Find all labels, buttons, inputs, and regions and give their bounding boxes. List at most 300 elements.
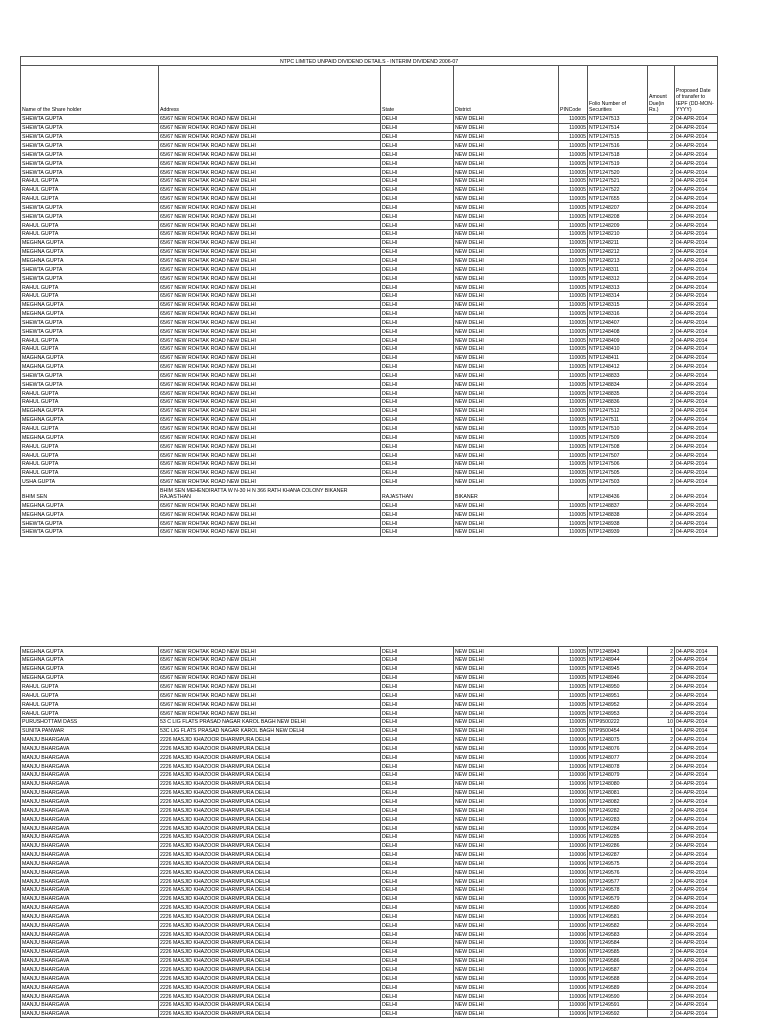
district: NEW DELHI — [454, 167, 559, 176]
state: DELHI — [381, 327, 454, 336]
transfer-date: 04-APR-2014 — [675, 212, 718, 221]
district: NEW DELHI — [454, 868, 559, 877]
pincode: 110006 — [559, 797, 588, 806]
address: 65/67 NEW ROHTAK ROAD NEW DELHI — [159, 247, 381, 256]
amount-due: 2 — [648, 974, 675, 983]
district: NEW DELHI — [454, 220, 559, 229]
table-row — [21, 212, 718, 221]
pincode: 110005 — [559, 159, 588, 168]
district: NEW DELHI — [454, 468, 559, 477]
shareholder-name: MANJU BHARGAVA — [21, 770, 159, 779]
pincode: 110005 — [559, 238, 588, 247]
table-row — [21, 300, 718, 309]
amount-due: 2 — [648, 212, 675, 221]
table-row — [21, 647, 718, 656]
district: NEW DELHI — [454, 965, 559, 974]
shareholder-name: MANJU BHARGAVA — [21, 947, 159, 956]
shareholder-name: MANJU BHARGAVA — [21, 991, 159, 1000]
pincode: 110005 — [559, 229, 588, 238]
amount-due: 2 — [648, 823, 675, 832]
transfer-date: 04-APR-2014 — [675, 965, 718, 974]
address: 65/67 NEW ROHTAK ROAD NEW DELHI — [159, 682, 381, 691]
district: NEW DELHI — [454, 938, 559, 947]
table-row — [21, 956, 718, 965]
transfer-date: 04-APR-2014 — [675, 450, 718, 459]
shareholder-name: MANJU BHARGAVA — [21, 753, 159, 762]
amount-due: 2 — [648, 876, 675, 885]
shareholder-name: MANJU BHARGAVA — [21, 876, 159, 885]
table-row — [21, 203, 718, 212]
table-row — [21, 291, 718, 300]
address: 65/67 NEW ROHTAK ROAD NEW DELHI — [159, 510, 381, 519]
shareholder-name: MEGHNA GUPTA — [21, 415, 159, 424]
amount-due: 2 — [648, 708, 675, 717]
shareholder-name: RAHUL GUPTA — [21, 282, 159, 291]
folio-number: NTP1248316 — [588, 309, 648, 318]
pincode: 110005 — [559, 141, 588, 150]
pincode: 110005 — [559, 691, 588, 700]
shareholder-name: RAHUL GUPTA — [21, 185, 159, 194]
folio-number: NTP1247516 — [588, 141, 648, 150]
state: DELHI — [381, 841, 454, 850]
pincode: 110006 — [559, 921, 588, 930]
address: 65/67 NEW ROHTAK ROAD NEW DELHI — [159, 212, 381, 221]
address: 65/67 NEW ROHTAK ROAD NEW DELHI — [159, 468, 381, 477]
folio-number: NTP1248408 — [588, 327, 648, 336]
table-row — [21, 450, 718, 459]
folio-number: NTP9500454 — [588, 726, 648, 735]
district: NEW DELHI — [454, 744, 559, 753]
shareholder-name: SHEWTA GUPTA — [21, 518, 159, 527]
shareholder-name: MANJU BHARGAVA — [21, 903, 159, 912]
district: NEW DELHI — [454, 510, 559, 519]
folio-number: NTP1248953 — [588, 708, 648, 717]
header-address: Address — [159, 65, 381, 114]
folio-number: NTP1249588 — [588, 974, 648, 983]
address: 65/67 NEW ROHTAK ROAD NEW DELHI — [159, 673, 381, 682]
district: NEW DELHI — [454, 991, 559, 1000]
amount-due: 2 — [648, 459, 675, 468]
table-row — [21, 903, 718, 912]
shareholder-name: SHEWTA GUPTA — [21, 265, 159, 274]
transfer-date: 04-APR-2014 — [675, 114, 718, 123]
address: 65/67 NEW ROHTAK ROAD NEW DELHI — [159, 203, 381, 212]
shareholder-name: SHEWTA GUPTA — [21, 159, 159, 168]
shareholder-name: MEGHNA GUPTA — [21, 501, 159, 510]
pincode: 110006 — [559, 1000, 588, 1009]
address: 65/67 NEW ROHTAK ROAD NEW DELHI — [159, 353, 381, 362]
pincode: 110005 — [559, 510, 588, 519]
amount-due: 2 — [648, 300, 675, 309]
amount-due: 2 — [648, 806, 675, 815]
shareholder-name: MANJU BHARGAVA — [21, 815, 159, 824]
folio-number: NTP1248952 — [588, 700, 648, 709]
pincode: 110005 — [559, 362, 588, 371]
state: DELHI — [381, 655, 454, 664]
address: 65/67 NEW ROHTAK ROAD NEW DELHI — [159, 433, 381, 442]
pincode: 110006 — [559, 841, 588, 850]
pincode: 110006 — [559, 956, 588, 965]
folio-number: NTP1247503 — [588, 477, 648, 486]
header-amount: Amount Due(in Rs.) — [648, 65, 675, 114]
transfer-date: 04-APR-2014 — [675, 510, 718, 519]
address: 2226 MASJID KHAZOOR DHARMPURA DELHI — [159, 832, 381, 841]
transfer-date: 04-APR-2014 — [675, 486, 718, 501]
folio-number: NTP1248314 — [588, 291, 648, 300]
table-row — [21, 380, 718, 389]
district: NEW DELHI — [454, 159, 559, 168]
shareholder-name: MANJU BHARGAVA — [21, 841, 159, 850]
table-row — [21, 1009, 718, 1018]
state: DELHI — [381, 832, 454, 841]
district: NEW DELHI — [454, 921, 559, 930]
pincode: 110006 — [559, 868, 588, 877]
district: NEW DELHI — [454, 691, 559, 700]
state: DELHI — [381, 335, 454, 344]
shareholder-name: RAHUL GUPTA — [21, 344, 159, 353]
folio-number: NTP1248078 — [588, 761, 648, 770]
amount-due: 2 — [648, 433, 675, 442]
table-row — [21, 371, 718, 380]
state: DELHI — [381, 779, 454, 788]
shareholder-name: MEGHNA GUPTA — [21, 300, 159, 309]
district: NEW DELHI — [454, 788, 559, 797]
table-row — [21, 424, 718, 433]
folio-number: NTP1249584 — [588, 938, 648, 947]
district: NEW DELHI — [454, 501, 559, 510]
address: 65/67 NEW ROHTAK ROAD NEW DELHI — [159, 450, 381, 459]
folio-number: NTP1248946 — [588, 673, 648, 682]
table-row — [21, 664, 718, 673]
table-row — [21, 974, 718, 983]
transfer-date: 04-APR-2014 — [675, 309, 718, 318]
folio-number: NTP1248944 — [588, 655, 648, 664]
unpaid-dividend-table-top — [20, 56, 718, 537]
folio-number: NTP1248313 — [588, 282, 648, 291]
shareholder-name: SHEWTA GUPTA — [21, 141, 159, 150]
folio-number: NTP1248311 — [588, 265, 648, 274]
shareholder-name: MEGHNA GUPTA — [21, 655, 159, 664]
table-row — [21, 991, 718, 1000]
transfer-date: 04-APR-2014 — [675, 203, 718, 212]
transfer-date: 04-APR-2014 — [675, 850, 718, 859]
pincode: 110006 — [559, 938, 588, 947]
district: NEW DELHI — [454, 717, 559, 726]
shareholder-name: MANJU BHARGAVA — [21, 806, 159, 815]
folio-number: NTP1247655 — [588, 194, 648, 203]
folio-number: NTP1248943 — [588, 647, 648, 656]
shareholder-name: MANJU BHARGAVA — [21, 744, 159, 753]
transfer-date: 04-APR-2014 — [675, 185, 718, 194]
amount-due: 2 — [648, 965, 675, 974]
table-row — [21, 788, 718, 797]
transfer-date: 04-APR-2014 — [675, 371, 718, 380]
address: 65/67 NEW ROHTAK ROAD NEW DELHI — [159, 362, 381, 371]
shareholder-name: RAHUL GUPTA — [21, 691, 159, 700]
address: 65/67 NEW ROHTAK ROAD NEW DELHI — [159, 291, 381, 300]
amount-due: 2 — [648, 389, 675, 398]
district: NEW DELHI — [454, 664, 559, 673]
table-row — [21, 282, 718, 291]
pincode: 110005 — [559, 424, 588, 433]
transfer-date: 04-APR-2014 — [675, 256, 718, 265]
district: NEW DELHI — [454, 327, 559, 336]
table-row — [21, 983, 718, 992]
address: 65/67 NEW ROHTAK ROAD NEW DELHI — [159, 150, 381, 159]
table-row — [21, 912, 718, 921]
pincode: 110006 — [559, 815, 588, 824]
folio-number: NTP1247510 — [588, 424, 648, 433]
amount-due: 2 — [648, 450, 675, 459]
shareholder-name: MANJU BHARGAVA — [21, 735, 159, 744]
amount-due: 2 — [648, 664, 675, 673]
transfer-date: 04-APR-2014 — [675, 921, 718, 930]
table-row — [21, 397, 718, 406]
pincode: 110005 — [559, 518, 588, 527]
transfer-date: 04-APR-2014 — [675, 477, 718, 486]
amount-due: 2 — [648, 510, 675, 519]
shareholder-name: MANJU BHARGAVA — [21, 761, 159, 770]
state: DELHI — [381, 806, 454, 815]
state: DELHI — [381, 903, 454, 912]
transfer-date: 04-APR-2014 — [675, 744, 718, 753]
amount-due: 2 — [648, 203, 675, 212]
shareholder-name: MANJU BHARGAVA — [21, 974, 159, 983]
address: 2226 MASJID KHAZOOR DHARMPURA DELHI — [159, 956, 381, 965]
district: NEW DELHI — [454, 761, 559, 770]
address: 2226 MASJID KHAZOOR DHARMPURA DELHI — [159, 965, 381, 974]
folio-number: NTP1248077 — [588, 753, 648, 762]
district: NEW DELHI — [454, 344, 559, 353]
shareholder-name: MANJU BHARGAVA — [21, 797, 159, 806]
district: NEW DELHI — [454, 673, 559, 682]
state: RAJASTHAN — [381, 486, 454, 501]
state: DELHI — [381, 664, 454, 673]
address: 65/67 NEW ROHTAK ROAD NEW DELHI — [159, 406, 381, 415]
pincode: 110005 — [559, 203, 588, 212]
address: 65/67 NEW ROHTAK ROAD NEW DELHI — [159, 265, 381, 274]
transfer-date: 04-APR-2014 — [675, 779, 718, 788]
folio-number: NTP1247515 — [588, 132, 648, 141]
folio-number: NTP1249287 — [588, 850, 648, 859]
transfer-date: 04-APR-2014 — [675, 406, 718, 415]
table-row — [21, 274, 718, 283]
amount-due: 2 — [648, 744, 675, 753]
amount-due: 2 — [648, 141, 675, 150]
pincode: 110005 — [559, 274, 588, 283]
state: DELHI — [381, 185, 454, 194]
district: NEW DELHI — [454, 527, 559, 536]
folio-number: NTP1247512 — [588, 406, 648, 415]
address: 65/67 NEW ROHTAK ROAD NEW DELHI — [159, 300, 381, 309]
pincode: 110005 — [559, 335, 588, 344]
district: NEW DELHI — [454, 753, 559, 762]
transfer-date: 04-APR-2014 — [675, 353, 718, 362]
address: 2226 MASJID KHAZOOR DHARMPURA DELHI — [159, 841, 381, 850]
address: 65/67 NEW ROHTAK ROAD NEW DELHI — [159, 459, 381, 468]
state: DELHI — [381, 468, 454, 477]
state: DELHI — [381, 876, 454, 885]
table-row — [21, 150, 718, 159]
address: 65/67 NEW ROHTAK ROAD NEW DELHI — [159, 380, 381, 389]
state: DELHI — [381, 450, 454, 459]
address: 2226 MASJID KHAZOOR DHARMPURA DELHI — [159, 744, 381, 753]
amount-due: 2 — [648, 859, 675, 868]
transfer-date: 04-APR-2014 — [675, 459, 718, 468]
amount-due: 2 — [648, 850, 675, 859]
district: NEW DELHI — [454, 114, 559, 123]
state: DELHI — [381, 938, 454, 947]
address: 65/67 NEW ROHTAK ROAD NEW DELHI — [159, 282, 381, 291]
state: DELHI — [381, 753, 454, 762]
table-row — [21, 114, 718, 123]
shareholder-name: MANJU BHARGAVA — [21, 912, 159, 921]
folio-number: NTP1248211 — [588, 238, 648, 247]
folio-number: NTP1248938 — [588, 518, 648, 527]
transfer-date: 04-APR-2014 — [675, 433, 718, 442]
table-row — [21, 682, 718, 691]
transfer-date: 04-APR-2014 — [675, 344, 718, 353]
address: 53C LIG FLATS PRASAD NAGAR KAROL BAGH NEW DELHI — [159, 726, 381, 735]
transfer-date: 04-APR-2014 — [675, 797, 718, 806]
state: DELHI — [381, 815, 454, 824]
pincode: 110005 — [559, 123, 588, 132]
amount-due: 2 — [648, 123, 675, 132]
district: NEW DELHI — [454, 433, 559, 442]
transfer-date: 04-APR-2014 — [675, 1000, 718, 1009]
address: 2226 MASJID KHAZOOR DHARMPURA DELHI — [159, 770, 381, 779]
address: 53 C LIG FLATS PRASAD NAGAR KAROL BAGH NEW DELHI — [159, 717, 381, 726]
state: DELHI — [381, 238, 454, 247]
district: NEW DELHI — [454, 397, 559, 406]
transfer-date: 04-APR-2014 — [675, 501, 718, 510]
shareholder-name: MANJU BHARGAVA — [21, 832, 159, 841]
pincode: 110006 — [559, 788, 588, 797]
address: 65/67 NEW ROHTAK ROAD NEW DELHI — [159, 229, 381, 238]
district: NEW DELHI — [454, 735, 559, 744]
table-row — [21, 673, 718, 682]
table-row — [21, 859, 718, 868]
pincode: 110005 — [559, 194, 588, 203]
address: 65/67 NEW ROHTAK ROAD NEW DELHI — [159, 647, 381, 656]
state: DELHI — [381, 673, 454, 682]
district: NEW DELHI — [454, 983, 559, 992]
table-row — [21, 327, 718, 336]
district: NEW DELHI — [454, 371, 559, 380]
folio-number: NTP1247511 — [588, 415, 648, 424]
transfer-date: 04-APR-2014 — [675, 468, 718, 477]
table-row — [21, 486, 718, 501]
state: DELHI — [381, 229, 454, 238]
state: DELHI — [381, 647, 454, 656]
shareholder-name: SUNITA PANWAR — [21, 726, 159, 735]
state: DELHI — [381, 176, 454, 185]
shareholder-name: MANJU BHARGAVA — [21, 779, 159, 788]
table-row — [21, 779, 718, 788]
amount-due: 2 — [648, 647, 675, 656]
district: NEW DELHI — [454, 141, 559, 150]
state: DELHI — [381, 885, 454, 894]
table-row — [21, 735, 718, 744]
shareholder-name: MANJU BHARGAVA — [21, 983, 159, 992]
shareholder-name: SHEWTA GUPTA — [21, 371, 159, 380]
state: DELHI — [381, 380, 454, 389]
pincode: 110006 — [559, 761, 588, 770]
district: NEW DELHI — [454, 518, 559, 527]
pincode: 110006 — [559, 779, 588, 788]
folio-number: NTP1249286 — [588, 841, 648, 850]
pincode: 110005 — [559, 220, 588, 229]
state: DELHI — [381, 983, 454, 992]
address: 65/67 NEW ROHTAK ROAD NEW DELHI — [159, 220, 381, 229]
header-folio: Folio Number of Securities — [588, 65, 648, 114]
district: NEW DELHI — [454, 477, 559, 486]
shareholder-name: SHEWTA GUPTA — [21, 150, 159, 159]
shareholder-name: MANJU BHARGAVA — [21, 921, 159, 930]
shareholder-name: MANJU BHARGAVA — [21, 930, 159, 939]
amount-due: 2 — [648, 282, 675, 291]
folio-number: NTP1248081 — [588, 788, 648, 797]
amount-due: 2 — [648, 779, 675, 788]
district: NEW DELHI — [454, 708, 559, 717]
address: 65/67 NEW ROHTAK ROAD NEW DELHI — [159, 274, 381, 283]
shareholder-name: RAHUL GUPTA — [21, 700, 159, 709]
shareholder-name: RAHUL GUPTA — [21, 194, 159, 203]
shareholder-name: USHA GUPTA — [21, 477, 159, 486]
transfer-date: 04-APR-2014 — [675, 647, 718, 656]
amount-due: 2 — [648, 344, 675, 353]
table-row — [21, 468, 718, 477]
amount-due: 2 — [648, 132, 675, 141]
district: NEW DELHI — [454, 850, 559, 859]
transfer-date: 04-APR-2014 — [675, 194, 718, 203]
folio-number: NTP1247522 — [588, 185, 648, 194]
amount-due: 2 — [648, 371, 675, 380]
amount-due: 2 — [648, 114, 675, 123]
amount-due: 2 — [648, 921, 675, 930]
shareholder-name: RAHUL GUPTA — [21, 335, 159, 344]
pincode: 110005 — [559, 300, 588, 309]
state: DELHI — [381, 726, 454, 735]
state: DELHI — [381, 501, 454, 510]
district: NEW DELHI — [454, 700, 559, 709]
state: DELHI — [381, 194, 454, 203]
transfer-date: 04-APR-2014 — [675, 868, 718, 877]
pincode: 110006 — [559, 859, 588, 868]
state: DELHI — [381, 203, 454, 212]
pincode: 110005 — [559, 664, 588, 673]
table-row — [21, 309, 718, 318]
state: DELHI — [381, 788, 454, 797]
amount-due: 2 — [648, 885, 675, 894]
district: NEW DELHI — [454, 876, 559, 885]
shareholder-name: MANJU BHARGAVA — [21, 956, 159, 965]
address: 2226 MASJID KHAZOOR DHARMPURA DELHI — [159, 912, 381, 921]
pincode: 110005 — [559, 397, 588, 406]
shareholder-name: MEGHNA GUPTA — [21, 238, 159, 247]
transfer-date: 04-APR-2014 — [675, 682, 718, 691]
pincode: 110005 — [559, 282, 588, 291]
folio-number: NTP1248213 — [588, 256, 648, 265]
state: DELHI — [381, 247, 454, 256]
amount-due: 2 — [648, 468, 675, 477]
shareholder-name: SHEWTA GUPTA — [21, 114, 159, 123]
transfer-date: 04-APR-2014 — [675, 527, 718, 536]
pincode: 110006 — [559, 974, 588, 983]
pincode: 110005 — [559, 682, 588, 691]
state: DELHI — [381, 744, 454, 753]
address: 2226 MASJID KHAZOOR DHARMPURA DELHI — [159, 947, 381, 956]
